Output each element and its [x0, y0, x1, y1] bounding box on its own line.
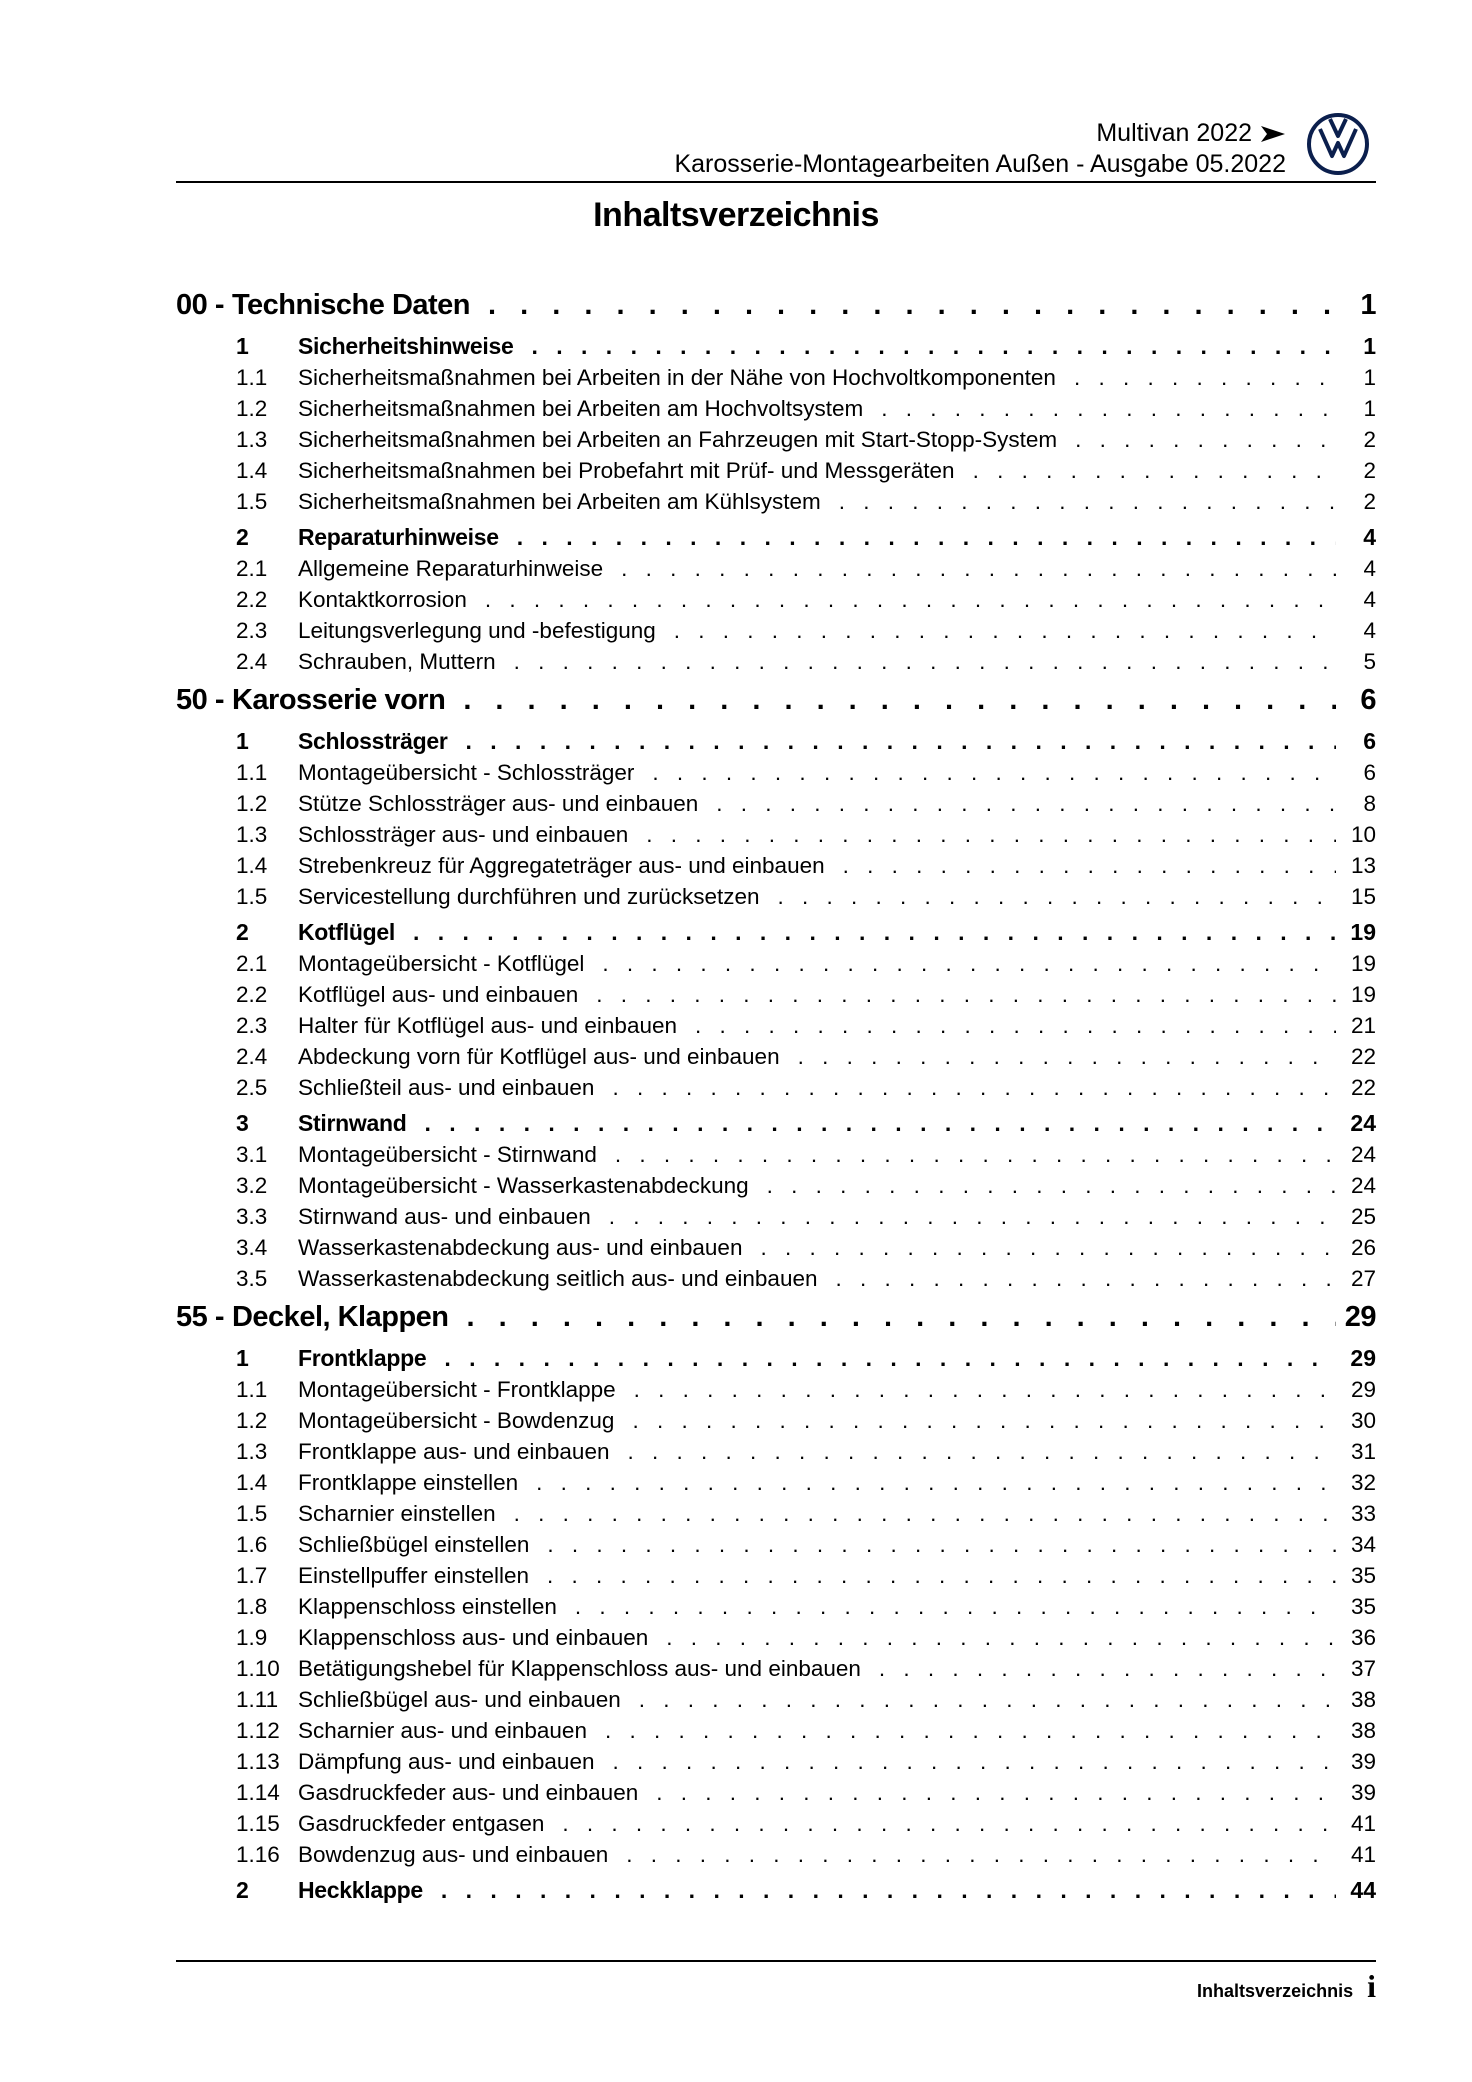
toc-sub-row[interactable]: [176, 486, 1376, 517]
toc-page-number[interactable]: 6: [1360, 684, 1376, 716]
toc-sub-row[interactable]: [176, 553, 1376, 584]
toc-entry-title[interactable]: Einstellpuffer einstellen: [298, 1563, 529, 1588]
toc-page-number[interactable]: 2: [1363, 427, 1376, 452]
toc-sub-row[interactable]: [176, 1263, 1376, 1294]
dot-leader: [780, 1041, 1336, 1072]
toc-entry-number: 1.11: [236, 1687, 279, 1712]
dot-leader: [955, 455, 1336, 486]
toc-sub-row[interactable]: [176, 455, 1376, 486]
toc-entry-title[interactable]: Karosserie vorn: [231, 684, 446, 716]
toc-page-number[interactable]: 8: [1363, 791, 1376, 816]
toc-entry-number: 1.1: [236, 365, 268, 390]
toc-page-number[interactable]: 34: [1350, 1532, 1376, 1557]
toc-page-number[interactable]: 4: [1363, 524, 1376, 550]
toc-entry-number: 1.2: [236, 791, 268, 816]
toc-entry-title[interactable]: Frontklappe einstellen: [298, 1470, 519, 1495]
toc-page-number[interactable]: 26: [1350, 1235, 1376, 1260]
toc-page-number[interactable]: 37: [1350, 1656, 1376, 1681]
toc-page-number[interactable]: 38: [1350, 1718, 1376, 1743]
toc-section-row[interactable]: [176, 726, 1376, 757]
toc-entry-number: 1: [236, 333, 249, 359]
toc-sub-row[interactable]: [176, 1591, 1376, 1622]
dot-leader: [1057, 424, 1336, 455]
toc-sub-row[interactable]: [176, 1405, 1376, 1436]
dot-leader: [616, 1374, 1336, 1405]
table-of-contents: [176, 282, 1376, 1906]
toc-sub-row[interactable]: [176, 424, 1376, 455]
toc-page-number[interactable]: 35: [1350, 1594, 1376, 1619]
toc-sub-row[interactable]: [176, 1622, 1376, 1653]
toc-entry-number: 1.2: [236, 1408, 268, 1433]
toc-entry-number: 2.3: [236, 1013, 268, 1038]
toc-sub-row[interactable]: [176, 1374, 1376, 1405]
toc-entry-number: 1.3: [236, 427, 268, 452]
toc-entry-title[interactable]: Sicherheitsmaßnahmen bei Arbeiten in der Nähe von Hochvoltkomponenten: [298, 365, 1056, 390]
toc-entry-title[interactable]: Stütze Schlossträger aus- und einbauen: [298, 791, 699, 816]
toc-sub-row[interactable]: [176, 1839, 1376, 1870]
toc-page-number[interactable]: 15: [1350, 884, 1376, 909]
toc-entry-number: 1.10: [236, 1656, 280, 1681]
toc-entry-number: 1.4: [236, 458, 268, 483]
toc-page-number[interactable]: 32: [1350, 1470, 1376, 1495]
toc-page-number[interactable]: 39: [1350, 1749, 1376, 1774]
toc-page-number[interactable]: 10: [1350, 822, 1376, 847]
toc-entry-number: 2: [236, 524, 249, 550]
dot-leader: [496, 646, 1336, 677]
toc-entry-number: 2.2: [236, 982, 268, 1007]
toc-entry-number: 1.16: [236, 1842, 280, 1867]
toc-entry-title[interactable]: Scharnier aus- und einbauen: [298, 1718, 587, 1743]
toc-page-number[interactable]: 2: [1363, 489, 1376, 514]
dot-leader: [445, 679, 1336, 721]
toc-entry-title[interactable]: Kotflügel: [298, 919, 395, 945]
toc-page-number[interactable]: 36: [1350, 1625, 1376, 1650]
dot-leader: [584, 948, 1336, 979]
toc-entry-title[interactable]: Wasserkastenabdeckung aus- und einbauen: [298, 1235, 743, 1260]
toc-page-number[interactable]: 35: [1350, 1563, 1376, 1588]
toc-page-number[interactable]: 19: [1350, 951, 1376, 976]
toc-entry-title[interactable]: Schrauben, Muttern: [298, 649, 496, 674]
toc-entry-title[interactable]: Frontklappe aus- und einbauen: [298, 1439, 610, 1464]
toc-page-number[interactable]: 29: [1350, 1345, 1376, 1371]
toc-page-number[interactable]: 29: [1344, 1301, 1376, 1333]
toc-page-number[interactable]: 22: [1350, 1075, 1376, 1100]
dot-leader: [426, 1343, 1336, 1374]
toc-entry-number: 3.4: [236, 1235, 268, 1260]
toc-entry-title[interactable]: Allgemeine Reparaturhinweise: [298, 556, 604, 581]
footer-page-number: i: [1367, 1968, 1376, 2004]
toc-sub-row[interactable]: [176, 1232, 1376, 1263]
header-text: [674, 118, 1286, 180]
dot-leader: [597, 1139, 1336, 1170]
toc-entry-number: 3.2: [236, 1173, 268, 1198]
toc-entry-number: 1.1: [236, 1377, 268, 1402]
toc-entry-number: 1.5: [236, 884, 268, 909]
toc-entry-title[interactable]: Montageübersicht - Schlossträger: [298, 760, 635, 785]
dot-leader: [608, 1839, 1336, 1870]
toc-entry-number: 55 -: [176, 1301, 224, 1333]
toc-entry-number: 2.3: [236, 618, 268, 643]
toc-page-number[interactable]: 19: [1350, 982, 1376, 1007]
toc-page-number[interactable]: 24: [1350, 1173, 1376, 1198]
toc-sub-row[interactable]: [176, 757, 1376, 788]
toc-sub-row[interactable]: [176, 1746, 1376, 1777]
toc-entry-number: 1.6: [236, 1532, 268, 1557]
dot-leader: [557, 1591, 1336, 1622]
toc-page-number[interactable]: 1: [1363, 333, 1376, 359]
toc-sub-row[interactable]: [176, 1467, 1376, 1498]
toc-page-number[interactable]: 21: [1350, 1013, 1376, 1038]
toc-entry-number: 00 -: [176, 289, 224, 321]
dot-leader: [603, 553, 1336, 584]
toc-page-number[interactable]: 22: [1350, 1044, 1376, 1069]
toc-sub-row[interactable]: [176, 362, 1376, 393]
toc-sub-row[interactable]: [176, 948, 1376, 979]
toc-entry-title[interactable]: Montageübersicht - Stirnwand: [298, 1142, 597, 1167]
toc-page-number[interactable]: 6: [1363, 760, 1376, 785]
dot-leader: [594, 1072, 1336, 1103]
header-model-line: [674, 118, 1286, 149]
arrow-right-icon: [1260, 125, 1286, 143]
toc-sub-row[interactable]: [176, 850, 1376, 881]
toc-entry-title[interactable]: Reparaturhinweise: [298, 524, 499, 550]
toc-entry-title[interactable]: Montageübersicht - Frontklappe: [298, 1377, 616, 1402]
toc-entry-number: 1.14: [236, 1780, 280, 1805]
toc-section-row[interactable]: [176, 522, 1376, 553]
toc-page-number[interactable]: 39: [1350, 1780, 1376, 1805]
toc-entry-number: 1.5: [236, 489, 268, 514]
dot-leader: [587, 1715, 1336, 1746]
dot-leader: [677, 1010, 1336, 1041]
toc-entry-number: 3.5: [236, 1266, 268, 1291]
toc-sub-row[interactable]: [176, 615, 1376, 646]
toc-entry-title[interactable]: Kontaktkorrosion: [298, 587, 467, 612]
toc-entry-title[interactable]: Leitungsverlegung und -befestigung: [298, 618, 656, 643]
toc-page-number[interactable]: 1: [1363, 396, 1376, 421]
toc-entry-title[interactable]: Bowdenzug aus- und einbauen: [298, 1842, 609, 1867]
toc-page-number[interactable]: 31: [1350, 1439, 1376, 1464]
dot-leader: [628, 819, 1336, 850]
toc-sub-row[interactable]: [176, 1010, 1376, 1041]
toc-sub-row[interactable]: [176, 584, 1376, 615]
toc-sub-row[interactable]: [176, 646, 1376, 677]
toc-sub-row[interactable]: [176, 1436, 1376, 1467]
toc-sub-row[interactable]: [176, 1529, 1376, 1560]
toc-section-row[interactable]: [176, 331, 1376, 362]
toc-page-number[interactable]: 4: [1363, 618, 1376, 643]
dot-leader: [395, 917, 1336, 948]
dot-leader: [818, 1263, 1337, 1294]
dot-leader: [1056, 362, 1336, 393]
toc-entry-number: 2.5: [236, 1075, 268, 1100]
toc-entry-number: 1.5: [236, 1501, 268, 1526]
toc-chapter-row[interactable]: [176, 1296, 1376, 1338]
toc-page-number[interactable]: 27: [1350, 1266, 1376, 1291]
dot-leader: [518, 1467, 1336, 1498]
page-header: [176, 112, 1376, 182]
vw-logo-icon: [1306, 112, 1370, 176]
toc-entry-title[interactable]: Sicherheitsmaßnahmen bei Arbeiten an Fahrzeugen mit Start-Stopp-System: [298, 427, 1058, 452]
toc-entry-title[interactable]: Sicherheitsmaßnahmen bei Arbeiten am Hochvoltsystem: [298, 396, 864, 421]
toc-sub-row[interactable]: [176, 1201, 1376, 1232]
toc-entry-number: 2: [236, 1877, 249, 1903]
toc-page-number[interactable]: 4: [1363, 556, 1376, 581]
toc-sub-row[interactable]: [176, 1653, 1376, 1684]
dot-leader: [861, 1653, 1336, 1684]
toc-entry-number: 2.4: [236, 649, 268, 674]
toc-entry-title[interactable]: Schließbügel einstellen: [298, 1532, 530, 1557]
toc-entry-number: 2.1: [236, 556, 268, 581]
page-title: Inhaltsverzeichnis: [593, 196, 879, 234]
dot-leader: [470, 284, 1336, 326]
header-divider: [176, 181, 1376, 183]
toc-entry-number: 3: [236, 1110, 249, 1136]
toc-entry-title[interactable]: Kotflügel aus- und einbauen: [298, 982, 579, 1007]
toc-entry-title[interactable]: Sicherheitsmaßnahmen bei Arbeiten am Kühlsystem: [298, 489, 821, 514]
dot-leader: [467, 584, 1336, 615]
toc-entry-title[interactable]: Heckklappe: [298, 1877, 423, 1903]
toc-entry-title[interactable]: Frontklappe: [298, 1345, 427, 1371]
toc-entry-title[interactable]: Wasserkastenabdeckung seitlich aus- und einbauen: [298, 1266, 818, 1291]
dot-leader: [821, 486, 1336, 517]
dot-leader: [529, 1560, 1336, 1591]
toc-sub-row[interactable]: [176, 1139, 1376, 1170]
toc-sub-row[interactable]: [176, 1560, 1376, 1591]
toc-page-number[interactable]: 1: [1360, 289, 1376, 321]
toc-entry-title[interactable]: Gasdruckfeder aus- und einbauen: [298, 1780, 639, 1805]
toc-entry-title[interactable]: Montageübersicht - Wasserkastenabdeckung: [298, 1173, 749, 1198]
toc-entry-title[interactable]: Klappenschloss aus- und einbauen: [298, 1625, 649, 1650]
toc-page-number[interactable]: 2: [1363, 458, 1376, 483]
dot-leader: [634, 757, 1336, 788]
toc-entry-number: 1.2: [236, 396, 268, 421]
toc-section-row[interactable]: [176, 917, 1376, 948]
toc-entry-title[interactable]: Strebenkreuz für Aggregateträger aus- und einbauen: [298, 853, 825, 878]
toc-entry-number: 3.3: [236, 1204, 268, 1229]
toc-page-number[interactable]: 6: [1363, 728, 1376, 754]
toc-entry-number: 1.4: [236, 1470, 268, 1495]
dot-leader: [578, 979, 1336, 1010]
toc-entry-title[interactable]: Schließteil aus- und einbauen: [298, 1075, 595, 1100]
toc-sub-row[interactable]: [176, 1684, 1376, 1715]
dot-leader: [648, 1622, 1336, 1653]
toc-page-number[interactable]: 38: [1350, 1687, 1376, 1712]
toc-entry-title[interactable]: Klappenschloss einstellen: [298, 1594, 557, 1619]
dot-leader: [499, 522, 1336, 553]
footer-divider: [176, 1960, 1376, 1962]
toc-sub-row[interactable]: [176, 788, 1376, 819]
toc-entry-title[interactable]: Montageübersicht - Kotflügel: [298, 951, 585, 976]
toc-chapter-row[interactable]: [176, 284, 1376, 326]
toc-entry-title[interactable]: Schließbügel aus- und einbauen: [298, 1687, 621, 1712]
toc-entry-title[interactable]: Schlossträger aus- und einbauen: [298, 822, 629, 847]
toc-page-number[interactable]: 24: [1350, 1110, 1376, 1136]
toc-sub-row[interactable]: [176, 979, 1376, 1010]
dot-leader: [513, 331, 1336, 362]
header-model: Multivan 2022: [1096, 119, 1252, 147]
toc-entry-number: 1.15: [236, 1811, 280, 1836]
toc-entry-title[interactable]: Sicherheitshinweise: [298, 333, 514, 359]
dot-leader: [449, 1296, 1336, 1338]
dot-leader: [698, 788, 1336, 819]
toc-entry-number: 1.1: [236, 760, 268, 785]
dot-leader: [448, 726, 1337, 757]
dot-leader: [742, 1232, 1336, 1263]
toc-entry-title[interactable]: Stirnwand aus- und einbauen: [298, 1204, 591, 1229]
toc-entry-title[interactable]: Gasdruckfeder entgasen: [298, 1811, 545, 1836]
dot-leader: [749, 1170, 1336, 1201]
toc-chapter-row[interactable]: [176, 679, 1376, 721]
toc-section-row[interactable]: [176, 1343, 1376, 1374]
toc-sub-row[interactable]: [176, 1808, 1376, 1839]
toc-entry-title[interactable]: Halter für Kotflügel aus- und einbauen: [298, 1013, 677, 1038]
toc-entry-number: 1.3: [236, 1439, 268, 1464]
toc-entry-title[interactable]: Servicestellung durchführen und zurücksetzen: [298, 884, 760, 909]
toc-entry-title[interactable]: Schlossträger: [298, 728, 448, 754]
dot-leader: [825, 850, 1336, 881]
toc-entry-title[interactable]: Abdeckung vorn für Kotflügel aus- und einbauen: [298, 1044, 780, 1069]
toc-page-number[interactable]: 13: [1350, 853, 1376, 878]
toc-entry-title[interactable]: Deckel, Klappen: [231, 1301, 449, 1333]
dot-leader: [496, 1498, 1336, 1529]
dot-leader: [591, 1201, 1336, 1232]
toc-sub-row[interactable]: [176, 1777, 1376, 1808]
toc-entry-title[interactable]: Betätigungshebel für Klappenschloss aus- und einbauen: [298, 1656, 861, 1681]
toc-sub-row[interactable]: [176, 1170, 1376, 1201]
dot-leader: [760, 881, 1336, 912]
dot-leader: [656, 615, 1336, 646]
toc-entry-title[interactable]: Stirnwand: [298, 1110, 407, 1136]
page-footer: [1197, 1968, 1376, 2005]
footer-label: Inhaltsverzeichnis: [1197, 1981, 1354, 2001]
toc-sub-row[interactable]: [176, 1498, 1376, 1529]
dot-leader: [863, 393, 1336, 424]
toc-entry-number: 2.4: [236, 1044, 268, 1069]
toc-entry-number: 1.4: [236, 853, 268, 878]
toc-sub-row[interactable]: [176, 881, 1376, 912]
toc-entry-number: 1.12: [236, 1718, 280, 1743]
toc-page-number[interactable]: 24: [1350, 1142, 1376, 1167]
dot-leader: [621, 1684, 1336, 1715]
toc-entry-title[interactable]: Montageübersicht - Bowdenzug: [298, 1408, 615, 1433]
toc-entry-number: 1.8: [236, 1594, 268, 1619]
toc-page-number[interactable]: 1: [1363, 365, 1376, 390]
toc-sub-row[interactable]: [176, 1072, 1376, 1103]
toc-entry-number: 1.3: [236, 822, 268, 847]
toc-section-row[interactable]: [176, 1108, 1376, 1139]
toc-page-number[interactable]: 19: [1350, 919, 1376, 945]
toc-entry-title[interactable]: Dämpfung aus- und einbauen: [298, 1749, 595, 1774]
toc-entry-number: 50 -: [176, 684, 224, 716]
toc-entry-number: 1.13: [236, 1749, 280, 1774]
dot-leader: [529, 1529, 1336, 1560]
dot-leader: [544, 1808, 1336, 1839]
toc-entry-number: 3.1: [236, 1142, 268, 1167]
toc-sub-row[interactable]: [176, 1715, 1376, 1746]
toc-page-number[interactable]: 30: [1350, 1408, 1376, 1433]
toc-section-row[interactable]: [176, 1875, 1376, 1906]
toc-entry-number: 1: [236, 1345, 249, 1371]
toc-entry-title[interactable]: Sicherheitsmaßnahmen bei Probefahrt mit Prüf- und Messgeräten: [298, 458, 955, 483]
dot-leader: [609, 1436, 1336, 1467]
toc-sub-row[interactable]: [176, 393, 1376, 424]
dot-leader: [594, 1746, 1336, 1777]
dot-leader: [614, 1405, 1336, 1436]
toc-entry-number: 2.2: [236, 587, 268, 612]
dot-leader: [638, 1777, 1336, 1808]
toc-page-number[interactable]: 4: [1363, 587, 1376, 612]
toc-entry-title[interactable]: Technische Daten: [231, 289, 471, 321]
toc-page-number[interactable]: 41: [1350, 1842, 1376, 1867]
toc-page-number[interactable]: 44: [1350, 1877, 1376, 1903]
toc-page-number[interactable]: 5: [1363, 649, 1376, 674]
dot-leader: [406, 1108, 1336, 1139]
toc-entry-number: 1.7: [236, 1563, 268, 1588]
toc-sub-row[interactable]: [176, 1041, 1376, 1072]
toc-page-number[interactable]: 41: [1350, 1811, 1376, 1836]
header-subtitle: Karosserie-Montagearbeiten Außen - Ausgabe 05.2022: [674, 150, 1286, 178]
toc-entry-number: 1: [236, 728, 249, 754]
toc-entry-number: 2.1: [236, 951, 268, 976]
toc-entry-title[interactable]: Scharnier einstellen: [298, 1501, 496, 1526]
toc-page-number[interactable]: 33: [1350, 1501, 1376, 1526]
toc-page-number[interactable]: 25: [1350, 1204, 1376, 1229]
toc-entry-number: 2: [236, 919, 249, 945]
toc-entry-number: 1.9: [236, 1625, 268, 1650]
dot-leader: [423, 1875, 1336, 1906]
toc-sub-row[interactable]: [176, 819, 1376, 850]
toc-page-number[interactable]: 29: [1350, 1377, 1376, 1402]
